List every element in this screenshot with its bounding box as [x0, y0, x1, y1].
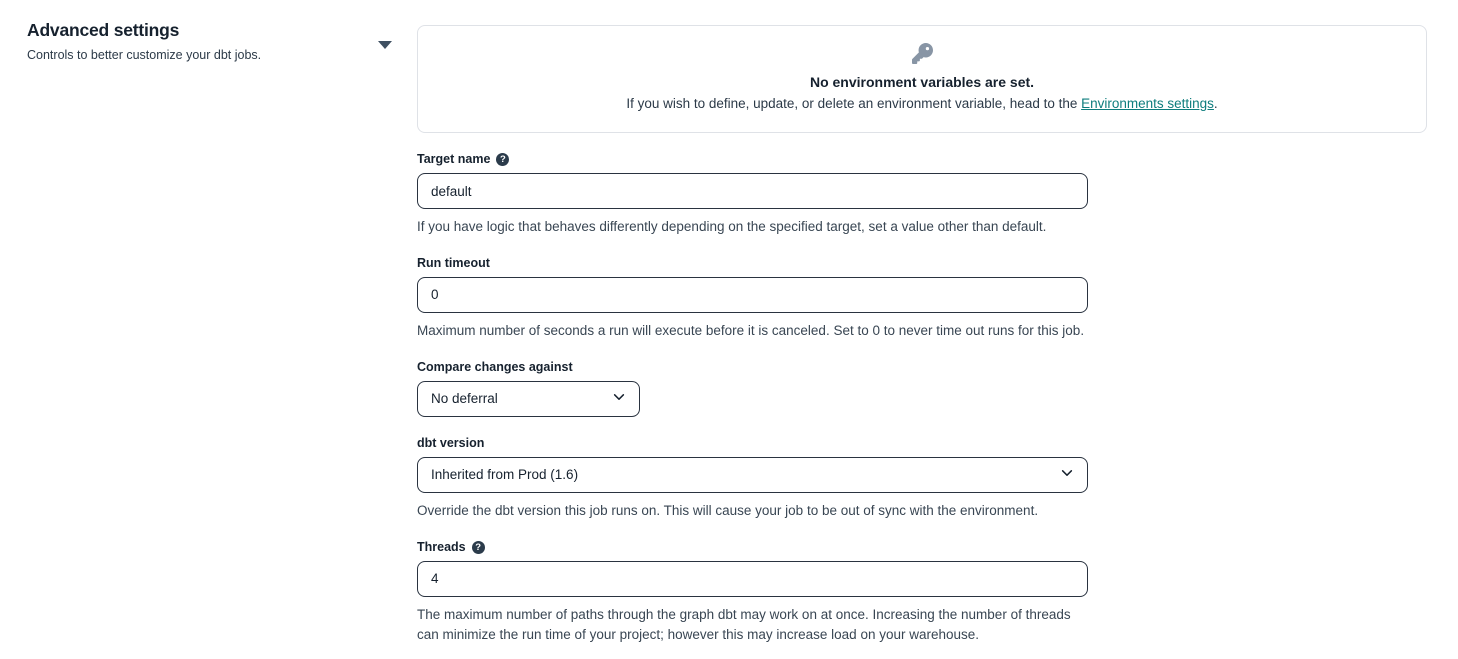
env-empty-title: No environment variables are set.: [809, 74, 1035, 90]
key-icon: [912, 43, 933, 69]
field-run-timeout: [417, 256, 1088, 341]
threads-helper-text: The maximum number of paths through the graph dbt may work on at once. Increasing the number of threads can minimize the run time of your project; however this may increase load on your warehouse.: [417, 606, 1071, 642]
env-empty-message: [418, 96, 1426, 111]
run-timeout-input[interactable]: [417, 277, 1088, 313]
run-timeout-label: Run timeout: [417, 255, 490, 270]
threads-label: Threads: [417, 539, 466, 554]
chevron-down-icon: [612, 390, 626, 407]
page-subtitle: Controls to better customize your dbt jobs.: [27, 48, 262, 62]
collapse-caret-icon[interactable]: [378, 41, 392, 49]
dbt-version-select[interactable]: [417, 457, 1088, 493]
field-compare-changes: [417, 360, 1088, 417]
target-name-label: Target name: [417, 152, 491, 166]
target-name-input[interactable]: [417, 173, 1088, 209]
page-title: Advanced settings: [27, 20, 180, 40]
section-header: [27, 20, 367, 62]
threads-help-icon[interactable]: ?: [472, 541, 485, 554]
environments-settings-link[interactable]: Environments settings: [1081, 96, 1214, 111]
threads-input[interactable]: [417, 561, 1088, 597]
dbt-version-label-row: [417, 436, 1088, 451]
field-threads: [417, 540, 1088, 645]
env-message-prefix: If you wish to define, update, or delete an environment variable, head to the: [626, 96, 1082, 111]
dbt-version-label: dbt version: [417, 435, 485, 450]
threads-label-row: [417, 540, 1088, 555]
compare-changes-select[interactable]: [417, 381, 640, 417]
run-timeout-helper-text: Maximum number of seconds a run will execute before it is canceled. Set to 0 to never time out runs for this job.: [417, 322, 1085, 338]
advanced-settings-form: [417, 152, 1088, 645]
chevron-down-icon: [1060, 466, 1074, 483]
target-name-helper-text: If you have logic that behaves differently depending on the specified target, set a value other than default.: [417, 219, 1047, 234]
compare-changes-label: Compare changes against: [417, 359, 573, 374]
field-dbt-version: [417, 436, 1088, 521]
environment-variables-empty-state: [417, 25, 1427, 133]
target-name-label-row: [417, 152, 1088, 167]
compare-changes-label-row: [417, 360, 1088, 375]
dbt-version-helper-text: Override the dbt version this job runs on. This will cause your job to be out of sync with the environment.: [417, 502, 1039, 518]
dbt-version-selected-value: Inherited from Prod (1.6): [431, 467, 579, 483]
compare-changes-selected-value: No deferral: [431, 391, 498, 407]
run-timeout-label-row: [417, 256, 1088, 271]
settings-content: [417, 25, 1427, 645]
env-message-suffix: .: [1213, 96, 1218, 111]
target-name-help-icon[interactable]: ?: [496, 153, 509, 166]
field-target-name: [417, 152, 1088, 237]
